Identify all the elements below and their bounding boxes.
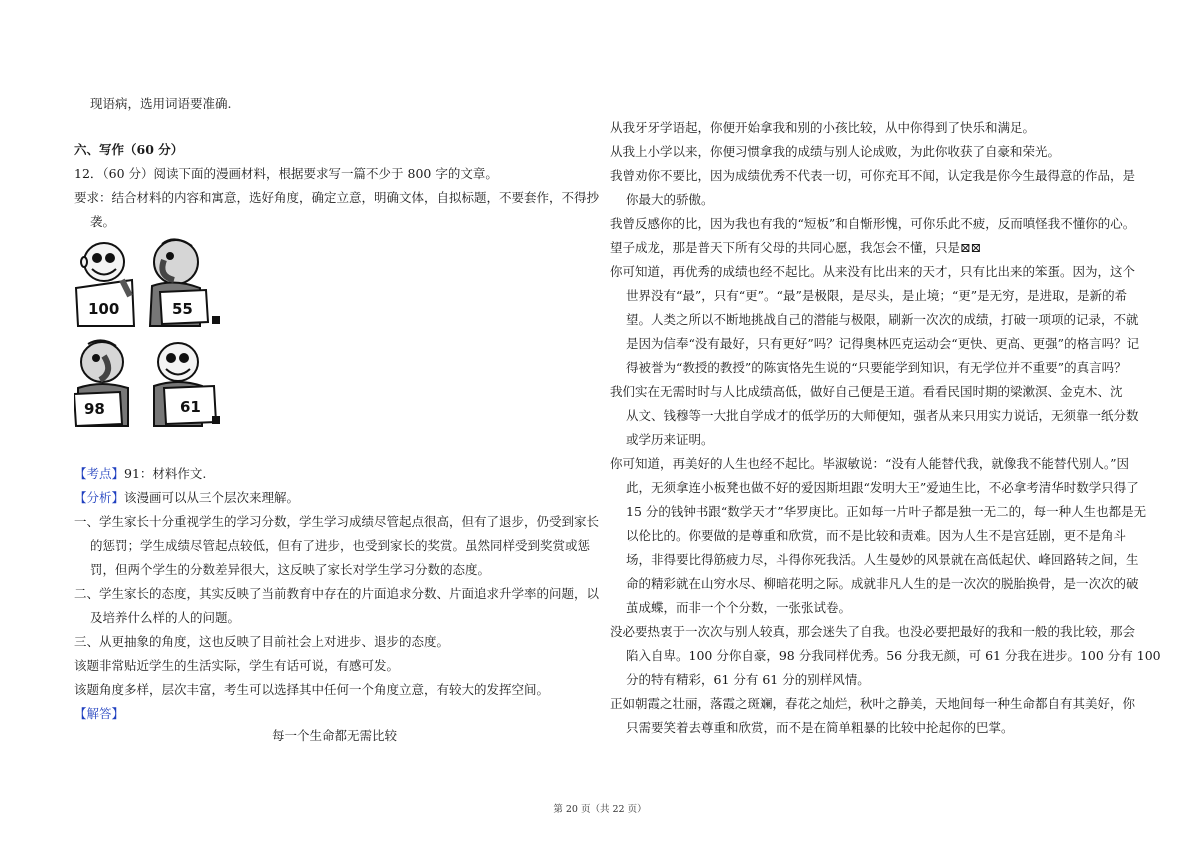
right-line-r10b: 只需要笑着去尊重和欣赏，而不是在简单粗暴的比较中抡起你的巴掌。 [626,720,1014,735]
right-line-r8g: 茧成蝶，而非一个个分数，一张张试卷。 [626,600,852,615]
right-line-r8d: 以伦比的。你要做的是尊重和欣赏，而不是比较和责难。因为人生不是宫廷剧，更不是角斗 [626,528,1127,543]
point1-line-a: 一、学生家长十分重视学生的学习分数，学生学习成绩尽管起点很高，但有了退步，仍受到家长 [74,514,600,529]
right-line-r4: 我曾反感你的比，因为我也有我的“短板”和自惭形愧，可你乐此不疲，反而嗔怪我不懂你的心。 [610,216,1136,231]
section-title: 六、写作（60 分） [74,142,184,157]
note-line-1: 该题非常贴近学生的生活实际，学生有话可说，有感可发。 [74,658,400,673]
right-line-r3b: 你最大的骄傲。 [626,192,714,207]
right-line-r8f: 命的精彩就在山穷水尽、柳暗花明之际。成就非凡人生的是一次次的脱胎换骨，是一次次的破 [626,576,1139,591]
right-line-r9a: 没必要热衷于一次次与别人较真，那会迷失了自我。也没必要把最好的我和一般的我比较，那会 [610,624,1136,639]
left-continuation-line: 现语病，选用词语要准确. [90,96,232,111]
point2-line-b: 及培养什么样的人的问题。 [90,610,241,625]
comic-score-61: 61 [180,398,201,416]
right-line-r10a: 正如朝霞之壮丽，落霞之斑斓，春花之灿烂，秋叶之静美，天地间每一种生命都自有其美好，你 [610,696,1136,711]
right-line-r3a: 我曾劝你不要比，因为成绩优秀不代表一切，可你充耳不闻，认定我是你今生最得意的作品，是 [610,168,1136,183]
fenxi-text: 该漫画可以从三个层次来理解。 [124,490,300,505]
right-line-r8e: 场，非得要比得筋疲力尽，斗得你死我活。人生曼妙的风景就在高低起伏、峰回路转之间，生 [626,552,1139,567]
point2-line-a: 二、学生家长的态度，其实反映了当前教育中存在的片面追求分数、片面追求升学率的问题，以 [74,586,600,601]
comic-panel-2 [74,336,224,428]
right-line-r8b: 此，无须拿连小板凳也做不好的爱因斯坦跟“发明大王”爱迪生比，不必拿考清华时数学只得了 [626,480,1139,495]
right-line-r2: 从我上小学以来，你便习惯拿我的成绩与别人论成败，为此你收获了自豪和荣光。 [610,144,1061,159]
jieda-tag: 【解答】 [74,706,125,721]
point1-line-c: 罚，但两个学生的分数差异很大，这反映了家长对学生学习分数的态度。 [90,562,491,577]
right-line-r6d: 是因为信奉“没有最好，只有更好”吗？记得奥林匹克运动会“更快、更高、更强”的格言吗？记 [626,336,1140,351]
comic-panel-1 [74,236,224,328]
right-line-r6c: 望。人类之所以不断地挑战自己的潜能与极限，刷新一次次的成绩，打破一项项的记录，不就 [626,312,1139,327]
right-line-r1: 从我牙牙学语起，你便开始拿我和别的小孩比较，从中你得到了快乐和满足。 [610,120,1036,135]
comic-score-98: 98 [84,400,105,418]
right-line-r8c: 15 分的钱钟书跟“数学天才”华罗庚比。正如每一片叶子都是独一无二的，每一种人生也都是无 [626,504,1147,519]
right-line-r6a: 你可知道，再优秀的成绩也经不起比。从来没有比出来的天才，只有比出来的笨蛋。因为，这个 [610,264,1136,279]
page-footer: 第 20 页（共 22 页） [553,804,647,815]
note-line-2: 该题角度多样，层次丰富，考生可以选择其中任何一个角度立意，有较大的发挥空间。 [74,682,550,697]
right-line-r6b: 世界没有“最”，只有“更”。“最”是极限，是尽头，是止境；“更”是无穷，是进取，是新的希 [626,288,1128,303]
kaodian-line [74,462,206,486]
comic-score-100: 100 [88,300,120,318]
point1-line-b: 的惩罚；学生成绩尽管起点较低，但有了进步，也受到家长的奖赏。虽然同样受到奖赏或惩 [90,538,591,553]
requirement-line-2: 袭。 [90,214,116,229]
right-line-r7c: 或学历来证明。 [626,432,714,447]
fenxi-tag: 【分析】 [74,490,125,505]
requirement-line-1: 要求：结合材料的内容和寓意，选好角度，确定立意，明确文体，自拟标题，不要套作，不得抄 [74,190,600,205]
kaodian-tag: 【考点】 [74,466,125,481]
right-line-r7b: 从文、钱穆等一大批自学成才的低学历的大师便知，强者从来只用实力说话，无须靠一纸分数 [626,408,1139,423]
right-line-r8a: 你可知道，再美好的人生也经不起比。毕淑敏说：“没有人能替代我，就像我不能替代别人。”因 [610,456,1130,471]
right-line-r9b: 陷入自卑。100 分你自豪，98 分我同样优秀。56 分我无颜，可 61 分我在进步。100 分有 100 [626,648,1161,663]
right-line-r9c: 分的特有精彩，61 分有 61 分的别样风情。 [626,672,870,687]
kaodian-text: 91：材料作文. [124,466,207,481]
question-stem: 12．（60 分）阅读下面的漫画材料，根据要求写一篇不少于 800 字的文章。 [74,166,498,181]
comic-score-55: 55 [172,300,193,318]
point3-line: 三、从更抽象的角度，这也反映了目前社会上对进步、退步的态度。 [74,634,450,649]
fenxi-line [74,486,299,510]
right-line-r7a: 我们实在无需时时与人比成绩高低，做好自己便是王道。看看民国时期的梁漱溟、金克木、沈 [610,384,1123,399]
essay-title: 每一个生命都无需比较 [272,728,398,743]
right-line-r5: 望子成龙，那是普天下所有父母的共同心愿，我怎会不懂，只是⊠⊠ [610,240,981,255]
right-line-r6e: 得被誉为“教授的教授”的陈寅恪先生说的“只要能学到知识，有无学位并不重要”的真言吗？ [626,360,1127,375]
